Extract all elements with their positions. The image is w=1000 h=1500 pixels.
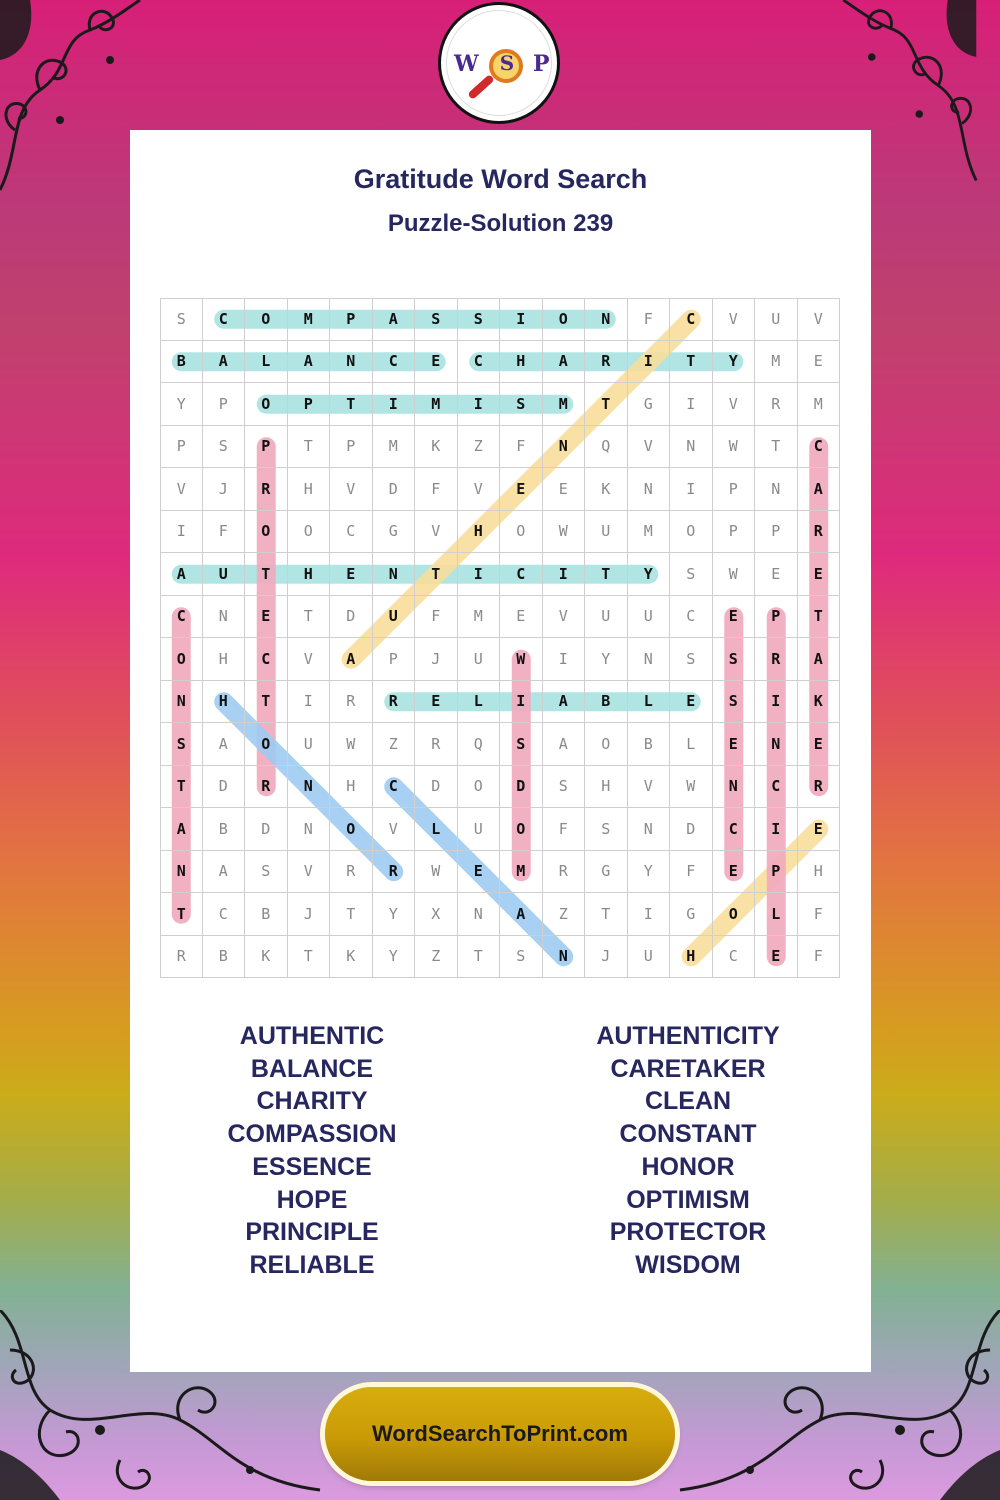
grid-cell[interactable]: R [415, 723, 458, 766]
grid-cell[interactable]: O [500, 808, 543, 851]
grid-cell[interactable]: H [288, 468, 331, 511]
grid-cell[interactable]: C [500, 553, 543, 596]
grid-cell[interactable]: Z [373, 723, 416, 766]
grid-cell[interactable]: B [585, 681, 628, 724]
grid-cell[interactable]: A [203, 723, 246, 766]
grid-cell[interactable]: W [500, 638, 543, 681]
grid-cell[interactable]: P [160, 426, 203, 469]
grid-cell[interactable]: Q [458, 723, 501, 766]
grid-cell[interactable]: N [755, 468, 798, 511]
grid-cell[interactable]: I [500, 681, 543, 724]
grid-cell[interactable]: G [373, 511, 416, 554]
grid-cell[interactable]: D [500, 766, 543, 809]
grid-cell[interactable]: N [585, 298, 628, 341]
grid-cell[interactable]: N [373, 553, 416, 596]
grid-cell[interactable]: R [373, 681, 416, 724]
grid-cell[interactable]: C [713, 808, 756, 851]
grid-cell[interactable]: H [330, 766, 373, 809]
grid-cell[interactable]: O [713, 893, 756, 936]
grid-cell[interactable]: C [373, 341, 416, 384]
grid-cell[interactable]: M [288, 298, 331, 341]
grid-cell[interactable]: D [330, 596, 373, 639]
grid-cell[interactable]: R [245, 468, 288, 511]
grid-cell[interactable]: N [160, 851, 203, 894]
site-url: WordSearchToPrint.com [372, 1421, 628, 1446]
grid-cell[interactable]: Z [458, 426, 501, 469]
grid-cell[interactable]: P [755, 851, 798, 894]
grid-cell[interactable]: E [543, 468, 586, 511]
grid-cell[interactable]: E [500, 596, 543, 639]
grid-cell[interactable]: A [543, 681, 586, 724]
puzzle-title: Gratitude Word Search [353, 164, 648, 194]
grid-cell[interactable]: T [585, 553, 628, 596]
grid-cell[interactable]: C [203, 298, 246, 341]
site-url-badge[interactable] [325, 1387, 675, 1481]
grid-cell[interactable]: Z [415, 936, 458, 979]
grid-cell[interactable]: N [288, 766, 331, 809]
grid-cell[interactable]: C [755, 766, 798, 809]
grid-cell[interactable]: V [160, 468, 203, 511]
grid-cell[interactable]: A [288, 341, 331, 384]
grid-cell[interactable]: J [288, 893, 331, 936]
word-list-item: HONOR [641, 1152, 735, 1181]
grid-cell[interactable]: I [288, 681, 331, 724]
grid-cell[interactable]: R [798, 511, 841, 554]
grid-cell[interactable]: A [373, 298, 416, 341]
grid-cell[interactable]: T [585, 383, 628, 426]
grid-cell[interactable]: F [203, 511, 246, 554]
grid-cell[interactable]: V [373, 808, 416, 851]
word-list-item: AUTHENTICITY [596, 1022, 780, 1050]
grid-cell[interactable]: E [415, 341, 458, 384]
grid-cell[interactable]: H [458, 511, 501, 554]
grid-cell[interactable]: P [330, 426, 373, 469]
grid-cell[interactable]: R [585, 341, 628, 384]
grid-cell[interactable]: P [373, 638, 416, 681]
grid-cell[interactable]: E [713, 723, 756, 766]
grid-cell[interactable]: E [458, 851, 501, 894]
grid-cell[interactable]: A [543, 341, 586, 384]
grid-cell[interactable]: V [458, 468, 501, 511]
grid-cell[interactable]: N [628, 638, 671, 681]
grid-cell[interactable]: A [160, 553, 203, 596]
grid-cell[interactable]: E [245, 596, 288, 639]
grid-cell[interactable]: V [628, 426, 671, 469]
grid-cell[interactable]: W [713, 553, 756, 596]
grid-cell[interactable]: P [713, 511, 756, 554]
grid-cell[interactable]: P [245, 426, 288, 469]
grid-cell[interactable]: N [160, 681, 203, 724]
grid-cell[interactable]: B [203, 936, 246, 979]
grid-cell[interactable]: M [798, 383, 841, 426]
grid-cell[interactable]: A [500, 893, 543, 936]
grid-cell[interactable]: L [670, 723, 713, 766]
grid-cell[interactable]: P [288, 383, 331, 426]
grid-cell[interactable]: O [245, 298, 288, 341]
word-list-right [523, 1020, 853, 1282]
grid-cell[interactable]: N [458, 893, 501, 936]
grid-cell[interactable]: W [543, 511, 586, 554]
grid-cell[interactable]: O [670, 511, 713, 554]
grid-cell[interactable]: A [543, 723, 586, 766]
grid-cell[interactable]: O [245, 723, 288, 766]
grid-cell[interactable]: D [245, 808, 288, 851]
grid-cell[interactable]: O [330, 808, 373, 851]
grid-cell[interactable]: O [585, 723, 628, 766]
grid-cell[interactable]: B [628, 723, 671, 766]
grid-cell[interactable]: D [373, 468, 416, 511]
grid-cell[interactable]: Y [373, 893, 416, 936]
grid-cell[interactable]: B [245, 893, 288, 936]
grid-cell[interactable]: E [798, 553, 841, 596]
puzzle-subtitle: Puzzle-Solution 239 [387, 210, 614, 237]
grid-cell[interactable]: J [585, 936, 628, 979]
grid-cell[interactable]: W [713, 426, 756, 469]
grid-cell[interactable]: C [330, 511, 373, 554]
grid-cell[interactable]: V [713, 383, 756, 426]
grid-cell[interactable]: O [245, 511, 288, 554]
grid-cell[interactable]: P [330, 298, 373, 341]
grid-cell[interactable]: V [288, 638, 331, 681]
grid-cell[interactable]: U [628, 596, 671, 639]
grid-cell[interactable]: C [670, 298, 713, 341]
grid-cell[interactable]: S [713, 638, 756, 681]
grid-cell[interactable]: I [755, 681, 798, 724]
grid-cell[interactable]: T [415, 553, 458, 596]
grid-cell[interactable]: G [585, 851, 628, 894]
grid-cell[interactable]: L [245, 341, 288, 384]
grid-cell[interactable]: I [628, 341, 671, 384]
grid-cell[interactable]: S [458, 298, 501, 341]
logo-letter-w: W [454, 51, 479, 77]
grid-cell[interactable]: W [330, 723, 373, 766]
grid-cell[interactable]: I [160, 511, 203, 554]
grid-cell[interactable]: I [670, 468, 713, 511]
grid-cell[interactable]: I [458, 553, 501, 596]
grid-cell[interactable]: R [245, 766, 288, 809]
grid-cell[interactable]: T [288, 596, 331, 639]
grid-cell[interactable]: N [543, 426, 586, 469]
grid-cell[interactable]: A [160, 808, 203, 851]
grid-cell[interactable]: U [585, 596, 628, 639]
word-list-item: CLEAN [644, 1087, 732, 1116]
word-list-item: RELIABLE [249, 1250, 375, 1279]
grid-cell[interactable]: F [543, 808, 586, 851]
grid-cell[interactable]: K [330, 936, 373, 979]
grid-cell[interactable]: N [670, 426, 713, 469]
word-list-left [147, 1020, 477, 1282]
grid-cell[interactable]: L [458, 681, 501, 724]
grid-cell[interactable]: K [585, 468, 628, 511]
grid-cell[interactable]: V [543, 596, 586, 639]
grid-cell[interactable]: I [755, 808, 798, 851]
grid-cell[interactable]: E [500, 468, 543, 511]
grid-cell[interactable]: C [713, 936, 756, 979]
grid-cell[interactable]: K [415, 426, 458, 469]
grid-cell[interactable]: E [330, 553, 373, 596]
grid-cell[interactable]: I [670, 383, 713, 426]
grid-cell[interactable]: H [585, 766, 628, 809]
grid-cell[interactable]: F [670, 851, 713, 894]
grid-cell[interactable]: U [458, 638, 501, 681]
grid-cell[interactable]: N [628, 808, 671, 851]
grid-cell[interactable]: J [203, 468, 246, 511]
grid-cell[interactable]: I [628, 893, 671, 936]
grid-cell[interactable]: C [373, 766, 416, 809]
grid-cell[interactable]: P [203, 383, 246, 426]
grid-cell[interactable]: T [288, 426, 331, 469]
grid-cell[interactable]: Y [373, 936, 416, 979]
grid-cell[interactable]: A [798, 468, 841, 511]
grid-cell[interactable]: I [543, 638, 586, 681]
grid-cell[interactable]: L [755, 893, 798, 936]
grid-cell[interactable]: T [160, 893, 203, 936]
grid-cell[interactable]: F [415, 468, 458, 511]
grid-cell[interactable]: S [160, 723, 203, 766]
grid-cell[interactable]: K [245, 936, 288, 979]
word-list-item: AUTHENTIC [239, 1022, 385, 1050]
grid-cell[interactable]: H [203, 681, 246, 724]
grid-cell[interactable]: O [288, 511, 331, 554]
grid-cell[interactable]: I [373, 383, 416, 426]
grid-cell[interactable]: E [415, 681, 458, 724]
word-list-item: PRINCIPLE [245, 1218, 379, 1247]
grid-cell[interactable]: V [288, 851, 331, 894]
grid-cell[interactable]: Y [713, 341, 756, 384]
grid-cell[interactable]: W [415, 851, 458, 894]
word-list-item: WISDOM [635, 1250, 741, 1279]
grid-cell[interactable]: U [755, 298, 798, 341]
grid-cell[interactable]: N [543, 936, 586, 979]
grid-cell[interactable]: U [373, 596, 416, 639]
grid-cell[interactable]: T [458, 936, 501, 979]
grid-cell[interactable]: E [798, 723, 841, 766]
grid-cell[interactable]: C [458, 341, 501, 384]
grid-cell[interactable]: S [670, 638, 713, 681]
grid-cell[interactable]: F [798, 936, 841, 979]
grid-cell[interactable]: H [203, 638, 246, 681]
grid-cell[interactable]: H [500, 341, 543, 384]
grid-cell[interactable]: F [500, 426, 543, 469]
grid-cell[interactable]: H [288, 553, 331, 596]
grid-cell[interactable]: G [670, 893, 713, 936]
grid-cell[interactable]: S [585, 808, 628, 851]
grid-cell[interactable]: A [203, 851, 246, 894]
grid-cell[interactable]: V [798, 298, 841, 341]
corner-flourish-top-left [0, 0, 150, 200]
word-list-item: PROTECTOR [609, 1218, 767, 1247]
grid-cell[interactable]: N [203, 596, 246, 639]
grid-cell[interactable]: A [330, 638, 373, 681]
grid-cell[interactable]: R [543, 851, 586, 894]
grid-cell[interactable]: M [373, 426, 416, 469]
word-list-item: BALANCE [250, 1054, 374, 1083]
grid-cell[interactable]: I [543, 553, 586, 596]
grid-cell[interactable]: T [798, 596, 841, 639]
grid-cell[interactable]: T [160, 766, 203, 809]
grid-cell[interactable]: R [373, 851, 416, 894]
grid-cell[interactable]: V [628, 766, 671, 809]
grid-cell[interactable]: I [458, 383, 501, 426]
word-search-grid [160, 298, 840, 978]
grid-cell[interactable]: M [500, 851, 543, 894]
grid-cell[interactable]: D [670, 808, 713, 851]
grid-cell[interactable]: R [755, 383, 798, 426]
grid-cell[interactable]: N [628, 468, 671, 511]
grid-cell[interactable]: C [160, 596, 203, 639]
grid-cell[interactable]: U [628, 936, 671, 979]
grid-cell[interactable]: O [160, 638, 203, 681]
grid-cell[interactable]: R [798, 766, 841, 809]
grid-cell[interactable]: T [755, 426, 798, 469]
grid-cell[interactable]: F [628, 298, 671, 341]
grid-cell[interactable]: U [288, 723, 331, 766]
grid-cell[interactable]: S [543, 766, 586, 809]
grid-cell[interactable]: R [330, 681, 373, 724]
word-list-item: CARETAKER [610, 1054, 766, 1083]
grid-cell[interactable]: P [755, 511, 798, 554]
grid-cell[interactable]: T [330, 383, 373, 426]
grid-cell[interactable]: Z [543, 893, 586, 936]
grid-cell[interactable]: E [670, 681, 713, 724]
grid-cell[interactable]: T [670, 341, 713, 384]
grid-cell[interactable]: O [245, 383, 288, 426]
grid-cell[interactable]: S [245, 851, 288, 894]
grid-cell[interactable]: E [713, 596, 756, 639]
grid-cell[interactable]: S [500, 383, 543, 426]
grid-cell[interactable]: Y [585, 638, 628, 681]
grid-cell[interactable]: U [203, 553, 246, 596]
grid-cell[interactable]: G [628, 383, 671, 426]
grid-cell[interactable]: P [755, 596, 798, 639]
grid-cell[interactable]: X [415, 893, 458, 936]
grid-cell[interactable]: P [713, 468, 756, 511]
grid-cell[interactable]: V [330, 468, 373, 511]
grid-cell[interactable]: C [670, 596, 713, 639]
grid-cell[interactable]: S [713, 681, 756, 724]
grid-cell[interactable]: N [288, 808, 331, 851]
word-list-item: OPTIMISM [626, 1185, 750, 1214]
logo-letter-s: S [499, 51, 515, 75]
grid-cell[interactable]: E [798, 341, 841, 384]
grid-cell[interactable]: T [288, 936, 331, 979]
grid-cell[interactable]: D [415, 766, 458, 809]
grid-cell[interactable]: U [585, 511, 628, 554]
logo-letter-p: P [533, 51, 550, 77]
grid-cell[interactable]: L [628, 681, 671, 724]
grid-cell[interactable]: V [415, 511, 458, 554]
word-list-item: CONSTANT [619, 1120, 757, 1149]
grid-cell[interactable]: N [755, 723, 798, 766]
word-list-item: CHARITY [256, 1087, 368, 1116]
grid-cell[interactable]: D [203, 766, 246, 809]
grid-cell[interactable]: M [543, 383, 586, 426]
grid-cell[interactable]: B [203, 808, 246, 851]
grid-cell[interactable]: C [203, 893, 246, 936]
word-list-item: ESSENCE [252, 1152, 372, 1181]
letter-grid [160, 298, 840, 978]
grid-cell[interactable]: S [500, 936, 543, 979]
grid-cell[interactable]: S [160, 298, 203, 341]
grid-cell[interactable]: E [755, 553, 798, 596]
grid-cell[interactable]: I [500, 298, 543, 341]
grid-cell[interactable]: K [798, 681, 841, 724]
grid-cell[interactable]: H [798, 851, 841, 894]
grid-cell[interactable]: R [330, 851, 373, 894]
grid-cell[interactable]: S [203, 426, 246, 469]
grid-cell[interactable]: A [798, 638, 841, 681]
grid-cell[interactable]: C [245, 638, 288, 681]
grid-cell[interactable]: M [755, 341, 798, 384]
grid-cell[interactable]: F [798, 893, 841, 936]
grid-cell[interactable]: T [330, 893, 373, 936]
word-list-item: COMPASSION [227, 1120, 397, 1149]
grid-cell[interactable]: N [713, 766, 756, 809]
grid-cell[interactable]: Y [628, 851, 671, 894]
grid-cell[interactable]: T [585, 893, 628, 936]
grid-cell[interactable]: Y [628, 553, 671, 596]
grid-cell[interactable]: H [670, 936, 713, 979]
grid-cell[interactable]: E [798, 808, 841, 851]
grid-cell[interactable]: R [160, 936, 203, 979]
grid-cell[interactable]: L [415, 808, 458, 851]
grid-cell[interactable]: J [415, 638, 458, 681]
grid-cell[interactable]: T [245, 681, 288, 724]
grid-cell[interactable]: F [415, 596, 458, 639]
site-logo[interactable] [438, 2, 560, 124]
grid-cell[interactable]: M [628, 511, 671, 554]
grid-cell[interactable]: O [458, 766, 501, 809]
grid-cell[interactable]: O [543, 298, 586, 341]
grid-cell[interactable]: N [330, 341, 373, 384]
grid-cell[interactable]: O [500, 511, 543, 554]
grid-cell[interactable]: V [713, 298, 756, 341]
grid-cell[interactable]: E [713, 851, 756, 894]
grid-cell[interactable]: T [245, 553, 288, 596]
grid-cell[interactable]: U [458, 808, 501, 851]
grid-cell[interactable]: S [500, 723, 543, 766]
grid-cell[interactable]: Y [160, 383, 203, 426]
grid-cell[interactable]: W [670, 766, 713, 809]
grid-cell[interactable]: E [755, 936, 798, 979]
grid-cell[interactable]: S [415, 298, 458, 341]
grid-cell[interactable]: R [755, 638, 798, 681]
grid-cell[interactable]: C [798, 426, 841, 469]
grid-cell[interactable]: S [670, 553, 713, 596]
word-list-item: HOPE [276, 1185, 348, 1214]
grid-cell[interactable]: A [203, 341, 246, 384]
grid-cell[interactable]: Q [585, 426, 628, 469]
grid-cell[interactable]: M [458, 596, 501, 639]
grid-cell[interactable]: M [415, 383, 458, 426]
grid-cell[interactable]: B [160, 341, 203, 384]
